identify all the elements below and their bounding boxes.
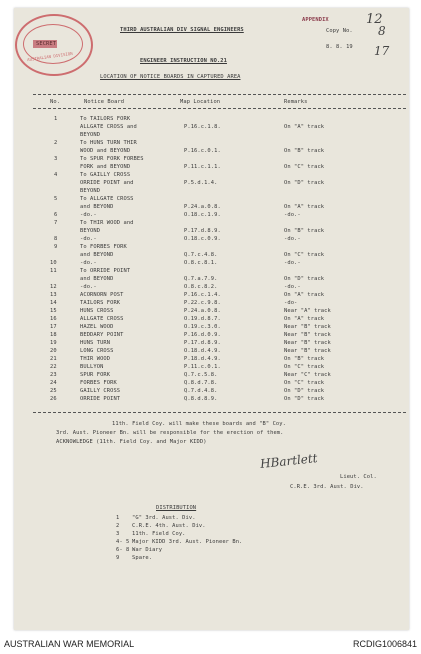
remarks: On "D" track: [284, 180, 325, 186]
row-number: 2: [54, 140, 58, 146]
row-number: 16: [50, 316, 57, 322]
distribution-recipient: Major KIDD 3rd. Aust. Pioneer Bn.: [132, 539, 243, 545]
appendix-number: 12: [366, 12, 383, 27]
table-top-rule: [33, 94, 406, 95]
distribution-copy-number: 3: [116, 531, 120, 537]
map-location: P.18.d.4.9.: [184, 356, 221, 362]
distribution-recipient: War Diary: [132, 547, 163, 553]
row-number: 19: [50, 340, 57, 346]
map-location: P.24.a.0.8.: [184, 308, 221, 314]
map-location: O.19.c.3.0.: [184, 324, 221, 330]
table-bottom-rule: [33, 412, 406, 413]
notice-board-name: To GAILLY CROSS: [80, 172, 131, 178]
remarks: -do.-: [284, 260, 301, 266]
footer-record-id: RCDIG1006841: [352, 639, 417, 649]
remarks: On "A" track: [284, 316, 325, 322]
notice-board-name: LONG CROSS: [80, 348, 114, 354]
map-location: Q.7.d.4.8.: [184, 388, 218, 394]
remarks: On "C" track: [284, 380, 325, 386]
distribution-title: DISTRIBUTION: [156, 505, 197, 511]
map-location: Q.7.c.4.8.: [184, 252, 218, 258]
distribution-copy-number: 4- 5: [116, 539, 130, 545]
footer-publisher: AUSTRALIAN WAR MEMORIAL: [4, 639, 135, 649]
issue-date-year: 17: [374, 44, 390, 58]
map-location: P.5.d.1.4.: [184, 180, 218, 186]
signatory-role: C.R.E. 3rd. Aust. Div.: [290, 484, 364, 490]
remarks: Near "B" track: [284, 332, 331, 338]
footer-bar: [0, 634, 421, 654]
map-location: P.16.c.0.1.: [184, 148, 221, 154]
remarks: -do.-: [284, 212, 301, 218]
remarks: On "B" track: [284, 356, 325, 362]
notice-board-name: HUNS TURN: [80, 340, 111, 346]
map-location: P.11.c.0.1.: [184, 364, 221, 370]
notice-board-name: ORRIDE POINT: [80, 396, 121, 402]
remarks: On "B" track: [284, 148, 325, 154]
header-remarks: Remarks: [284, 99, 308, 105]
notice-board-name: HUNS CROSS: [80, 308, 114, 314]
row-number: 12: [50, 284, 57, 290]
remarks: On "D" track: [284, 388, 325, 394]
row-number: 25: [50, 388, 57, 394]
distribution-recipient: Spare.: [132, 555, 153, 561]
map-location: P.11.c.1.1.: [184, 164, 221, 170]
notice-board-name: BEYOND: [80, 188, 101, 194]
map-location: P.16.c.1.8.: [184, 124, 221, 130]
remarks: On "A" track: [284, 124, 325, 130]
row-number: 5: [54, 196, 58, 202]
map-location: Q.7.a.7.9.: [184, 276, 218, 282]
notice-board-name: WOOD and BEYOND: [80, 148, 131, 154]
row-number: 11: [50, 268, 57, 274]
stamp-text: AUSTRALIAN DIVISION: [26, 50, 73, 63]
remarks: On "A" track: [284, 204, 325, 210]
notice-board-name: To HUNS TURN THIR: [80, 140, 137, 146]
row-number: 24: [50, 380, 57, 386]
secret-label: SECRET: [36, 41, 57, 47]
row-number: 14: [50, 300, 57, 306]
row-number: 1: [54, 116, 58, 122]
map-location: P.17.d.8.9.: [184, 340, 221, 346]
copy-number: 8: [378, 24, 386, 38]
row-number: 13: [50, 292, 57, 298]
remarks: On "C" track: [284, 252, 325, 258]
header-no: No.: [50, 99, 61, 105]
remarks: -do-: [284, 300, 298, 306]
remarks: -do.-: [284, 236, 301, 242]
notice-board-name: GAILLY CROSS: [80, 388, 121, 394]
row-number: 23: [50, 372, 57, 378]
map-location: O.19.d.8.7.: [184, 316, 221, 322]
notice-board-name: -do.-: [80, 260, 97, 266]
map-location: P.16.c.1.4.: [184, 292, 221, 298]
remarks: Near "B" track: [284, 340, 331, 346]
document-title: ENGINEER INSTRUCTION NO.21: [140, 58, 227, 64]
distribution-copy-number: 1: [116, 515, 120, 521]
row-number: 10: [50, 260, 57, 266]
header-map-location: Map Location: [180, 99, 221, 105]
table-header-rule: [33, 108, 406, 109]
row-number: 4: [54, 172, 58, 178]
instruction-line-2: 3rd. Aust. Pioneer Bn. will be responsible for the erection of them.: [56, 430, 284, 436]
distribution-recipient: 11th. Field Coy.: [132, 531, 186, 537]
notice-board-name: TAILORS FORK: [80, 300, 121, 306]
notice-board-name: ORRIDE POINT and: [80, 180, 134, 186]
notice-board-name: FORK and BEYOND: [80, 164, 131, 170]
notice-board-name: SPUR FORK: [80, 372, 111, 378]
distribution-copy-number: 9: [116, 555, 120, 561]
remarks: Near "B" track: [284, 324, 331, 330]
remarks: On "C" track: [284, 164, 325, 170]
notice-board-name: BEDDARY POINT: [80, 332, 124, 338]
notice-board-name: HAZEL WOOD: [80, 324, 114, 330]
appendix-label: APPENDIX: [302, 17, 329, 23]
row-number: 21: [50, 356, 57, 362]
notice-board-name: FORBES FORK: [80, 380, 117, 386]
notice-board-name: To THIR WOOD and: [80, 220, 134, 226]
map-location: P.17.d.8.9.: [184, 228, 221, 234]
row-number: 17: [50, 324, 57, 330]
copy-label: Copy No.: [326, 28, 353, 34]
row-number: 3: [54, 156, 58, 162]
notice-board-name: To SPUR FORK FORBES: [80, 156, 144, 162]
notice-board-name: To ORRIDE POINT: [80, 268, 131, 274]
row-number: 15: [50, 308, 57, 314]
notice-board-name: BULLYON: [80, 364, 104, 370]
row-number: 26: [50, 396, 57, 402]
remarks: Near "B" track: [284, 348, 331, 354]
remarks: -do.-: [284, 284, 301, 290]
notice-board-name: BEYOND: [80, 228, 101, 234]
row-number: 9: [54, 244, 58, 250]
notice-board-name: and BEYOND: [80, 276, 114, 282]
map-location: O.8.c.8.2.: [184, 284, 218, 290]
header-notice-board: Notice Board: [84, 99, 125, 105]
map-location: Q.7.c.5.8.: [184, 372, 218, 378]
distribution-recipient: C.R.E. 4th. Aust. Div.: [132, 523, 206, 529]
map-location: P.22.c.9.8.: [184, 300, 221, 306]
row-number: 8: [54, 236, 58, 242]
map-location: O.18.c.0.9.: [184, 236, 221, 242]
issue-date: 8. 8. 19: [326, 44, 353, 50]
row-number: 22: [50, 364, 57, 370]
notice-board-name: -do.-: [80, 236, 97, 242]
notice-board-name: -do.-: [80, 284, 97, 290]
row-number: 6: [54, 212, 58, 218]
notice-board-name: and BEYOND: [80, 204, 114, 210]
notice-board-name: To ALLGATE CROSS: [80, 196, 134, 202]
instruction-line-3: ACKNOWLEDGE (11th. Field Coy. and Major KIDD): [56, 439, 207, 445]
remarks: Near "A" track: [284, 308, 331, 314]
map-location: P.24.a.0.8.: [184, 204, 221, 210]
notice-board-name: ALLGATE CROSS: [80, 316, 124, 322]
distribution-copy-number: 6- 8: [116, 547, 130, 553]
notice-board-name: ALLGATE CROSS and: [80, 124, 137, 130]
map-location: Q.8.d.8.9.: [184, 396, 218, 402]
map-location: O.18.c.1.9.: [184, 212, 221, 218]
map-location: Q.8.d.7.8.: [184, 380, 218, 386]
distribution-copy-number: 2: [116, 523, 120, 529]
notice-board-name: -do.-: [80, 212, 97, 218]
remarks: On "B" track: [284, 228, 325, 234]
notice-board-name: THIR WOOD: [80, 356, 111, 362]
remarks: On "C" track: [284, 364, 325, 370]
map-location: P.16.d.0.9.: [184, 332, 221, 338]
unit-heading: THIRD AUSTRALIAN DIV SIGNAL ENGINEERS: [120, 27, 244, 33]
remarks: On "D" track: [284, 396, 325, 402]
signature: HBartlett: [259, 451, 319, 471]
notice-board-name: To TAILORS FORK: [80, 116, 131, 122]
row-number: 20: [50, 348, 57, 354]
distribution-recipient: "G" 3rd. Aust. Div.: [132, 515, 196, 521]
notice-board-name: To FORBES FORK: [80, 244, 127, 250]
notice-board-name: and BEYOND: [80, 252, 114, 258]
row-number: 7: [54, 220, 58, 226]
document-subtitle: LOCATION OF NOTICE BOARDS IN CAPTURED AREA: [100, 74, 241, 80]
remarks: Near "C" track: [284, 372, 331, 378]
row-number: 18: [50, 332, 57, 338]
notice-board-name: ACORNORN POST: [80, 292, 124, 298]
instruction-line-1: 11th. Field Coy. will make these boards and "B" Coy.: [112, 421, 286, 427]
remarks: On "D" track: [284, 276, 325, 282]
map-location: O.18.d.4.9.: [184, 348, 221, 354]
map-location: O.8.c.8.1.: [184, 260, 218, 266]
notice-board-name: BEYOND: [80, 132, 101, 138]
remarks: On "A" track: [284, 292, 325, 298]
signatory-rank: Lieut. Col.: [340, 474, 377, 480]
